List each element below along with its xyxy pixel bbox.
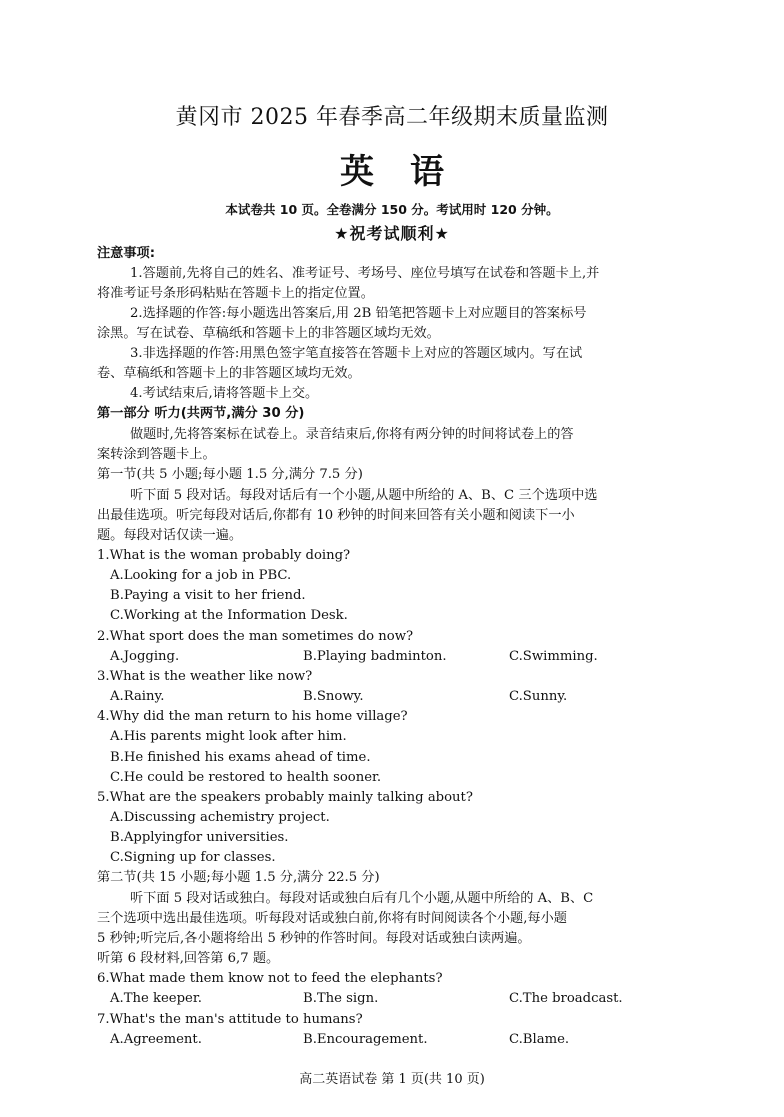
option-a: A.Rainy. (110, 689, 165, 704)
question-stem: 7.What's the man's attitude to humans? (97, 1012, 363, 1027)
option-c: C.He could be restored to health sooner. (110, 770, 382, 785)
part1-heading: 第一部分 听力(共两节,满分 30 分) (97, 406, 305, 421)
notice-heading: 注意事项: (97, 246, 156, 261)
section2-intro: 5 秒钟;听完后,各小题将给出 5 秒钟的作答时间。每段对话或独白读两遍。 (97, 931, 531, 946)
part1-intro: 做题时,先将答案标在试卷上。录音结束后,你将有两分钟的时间将试卷上的答 (130, 427, 574, 442)
option-c: C.Working at the Information Desk. (110, 608, 348, 623)
good-luck-banner: ★祝考试顺利★ (334, 224, 450, 243)
question-stem: 5.What are the speakers probably mainly talking about? (97, 790, 473, 805)
option-a: A.His parents might look after him. (110, 729, 347, 744)
option-b: B.Playing badminton. (303, 649, 447, 664)
exam-title: 黄冈市 2025 年春季高二年级期末质量监测 (175, 105, 609, 130)
option-c: C.Blame. (509, 1032, 570, 1047)
question-stem: 1.What is the woman probably doing? (97, 548, 351, 563)
question-stem: 2.What sport does the man sometimes do now? (97, 629, 414, 644)
subject-title: 英语 (340, 152, 480, 192)
section1-intro: 出最佳选项。听完每段对话后,你都有 10 秒钟的时间来回答有关小题和阅读下一小 (97, 508, 575, 523)
option-a: A.Looking for a job in PBC. (110, 568, 292, 583)
section1-intro: 听下面 5 段对话。每段对话后有一个小题,从题中所给的 A、B、C 三个选项中选 (130, 488, 598, 503)
notice-line: 涂黑。写在试卷、草稿纸和答题卡上的非答题区域均无效。 (97, 326, 440, 341)
option-b: B.The sign. (303, 991, 379, 1006)
notice-line: 4.考试结束后,请将答题卡上交。 (130, 386, 319, 401)
section1-heading: 第一节(共 5 小题;每小题 1.5 分,满分 7.5 分) (97, 467, 363, 482)
option-b: B.Encouragement. (303, 1032, 428, 1047)
option-a: A.Discussing achemistry project. (110, 810, 330, 825)
option-a: A.Agreement. (110, 1032, 202, 1047)
question-stem: 4.Why did the man return to his home village? (97, 709, 408, 724)
notice-line: 将准考证号条形码粘贴在答题卡上的指定位置。 (97, 286, 374, 301)
option-b: B.Paying a visit to her friend. (110, 588, 306, 603)
notice-line: 2.选择题的作答:每小题选出答案后,用 2B 铅笔把答题卡上对应题目的答案标号 (130, 306, 587, 321)
option-b: B.Applyingfor universities. (110, 830, 289, 845)
option-a: A.The keeper. (110, 991, 202, 1006)
option-b: B.Snowy. (303, 689, 364, 704)
page-footer: 高二英语试卷 第 1 页(共 10 页) (299, 1072, 485, 1087)
option-c: C.Swimming. (509, 649, 598, 664)
section2-intro: 听下面 5 段对话或独白。每段对话或独白后有几个小题,从题中所给的 A、B、C (130, 891, 594, 906)
option-b: B.He finished his exams ahead of time. (110, 750, 371, 765)
exam-meta: 本试卷共 10 页。全卷满分 150 分。考试用时 120 分钟。 (225, 202, 559, 217)
material-note: 听第 6 段材料,回答第 6,7 题。 (97, 951, 280, 966)
notice-line: 1.答题前,先将自己的姓名、准考证号、考场号、座位号填写在试卷和答题卡上,并 (130, 266, 600, 281)
notice-line: 卷、草稿纸和答题卡上的非答题区域均无效。 (97, 366, 361, 381)
section2-heading: 第二节(共 15 小题;每小题 1.5 分,满分 22.5 分) (97, 870, 380, 885)
option-c: C.Sunny. (509, 689, 568, 704)
section1-intro: 题。每段对话仅读一遍。 (97, 528, 243, 543)
option-c: C.The broadcast. (509, 991, 623, 1006)
section2-intro: 三个选项中选出最佳选项。听每段对话或独白前,你将有时间阅读各个小题,每小题 (97, 911, 567, 926)
notice-line: 3.非选择题的作答:用黑色签字笔直接答在答题卡上对应的答题区域内。写在试 (130, 346, 583, 361)
question-stem: 3.What is the weather like now? (97, 669, 313, 684)
option-c: C.Signing up for classes. (110, 850, 276, 865)
question-stem: 6.What made them know not to feed the elephants? (97, 971, 443, 986)
part1-intro: 案转涂到答题卡上。 (97, 447, 216, 462)
option-a: A.Jogging. (110, 649, 180, 664)
